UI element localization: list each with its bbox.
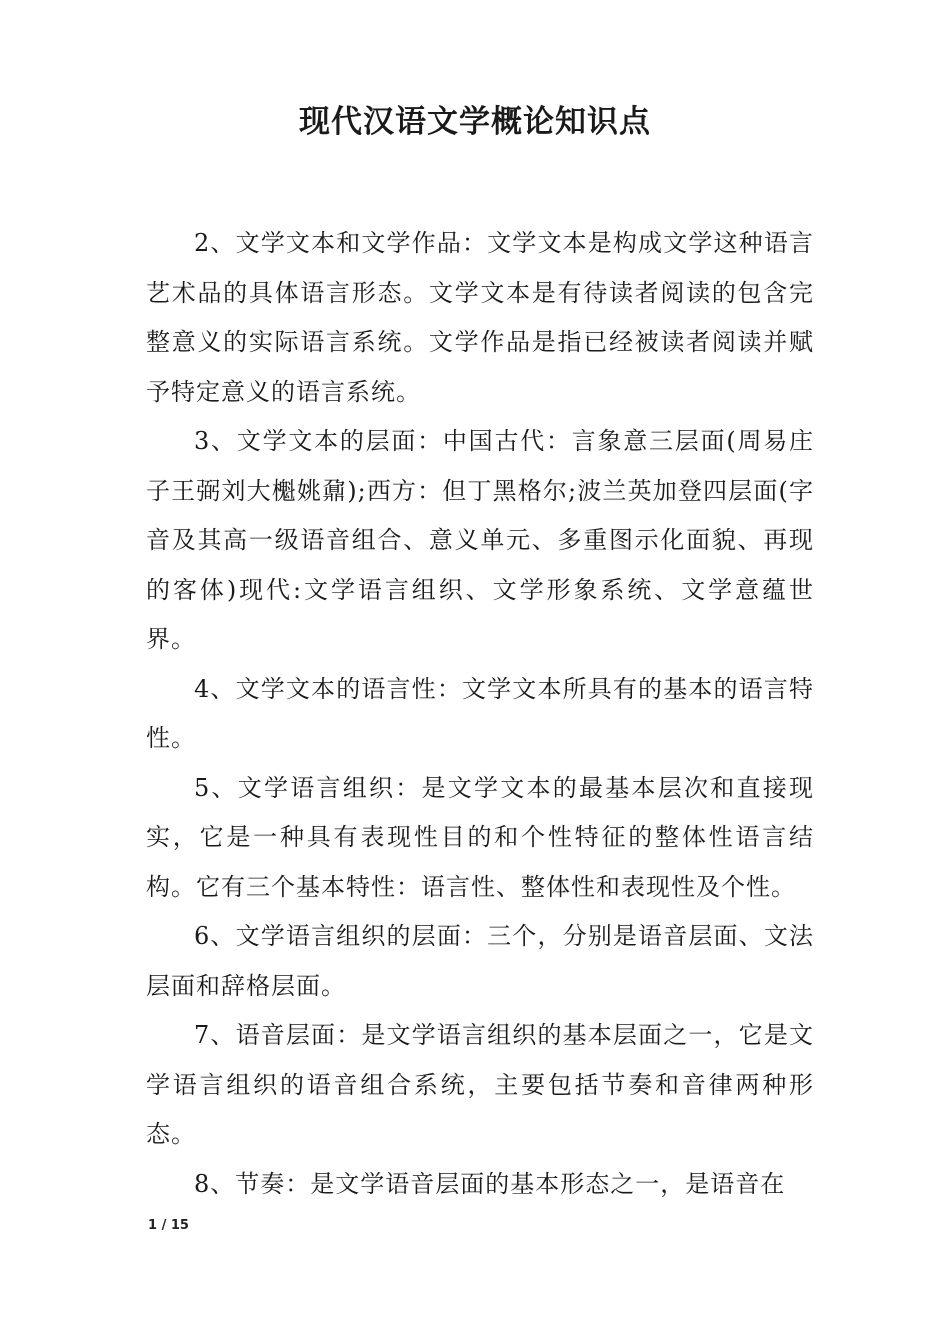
document-body: [146, 219, 814, 1209]
paragraph: 3、文学文本的层面：中国古代：言象意三层面(周易庄子王弼刘大櫆姚鼐);西方：但丁黑格尔;波兰英加登四层面(字音及其高一级语音组合、意义单元、多重图示化面貌、再现的客体)现代:文学语言组织、文学形象系统、文学意蕴世界。: [146, 427, 814, 653]
paragraph: 4、文学文本的语言性：文学文本所具有的基本的语言特性。: [146, 674, 814, 752]
page-title: 现代汉语文学概论知识点: [299, 104, 651, 140]
paragraph: 7、语音层面：是文学语言组织的基本层面之一，它是文学语言组织的语音组合系统，主要包括节奏和音律两种形态。: [146, 1021, 814, 1148]
paragraph: 2、文学文本和文学作品：文学文本是构成文学这种语言艺术品的具体语言形态。文学文本是有待读者阅读的包含完整意义的实际语言系统。文学作品是指已经被读者阅读并赋予特定意义的语言系统。: [146, 229, 814, 406]
paragraph: 6、文学语言组织的层面：三个，分别是语音层面、文法层面和辞格层面。: [146, 922, 814, 1000]
paragraph: 8、节奏：是文学语音层面的基本形态之一，是语音在: [194, 1169, 786, 1198]
paragraph: 5、文学语言组织：是文学文本的最基本层次和直接现实，它是一种具有表现性目的和个性特征的整体性语言结构。它有三个基本特性：语言性、整体性和表现性及个性。: [146, 773, 814, 901]
page-number: 1 / 15: [148, 1218, 189, 1233]
